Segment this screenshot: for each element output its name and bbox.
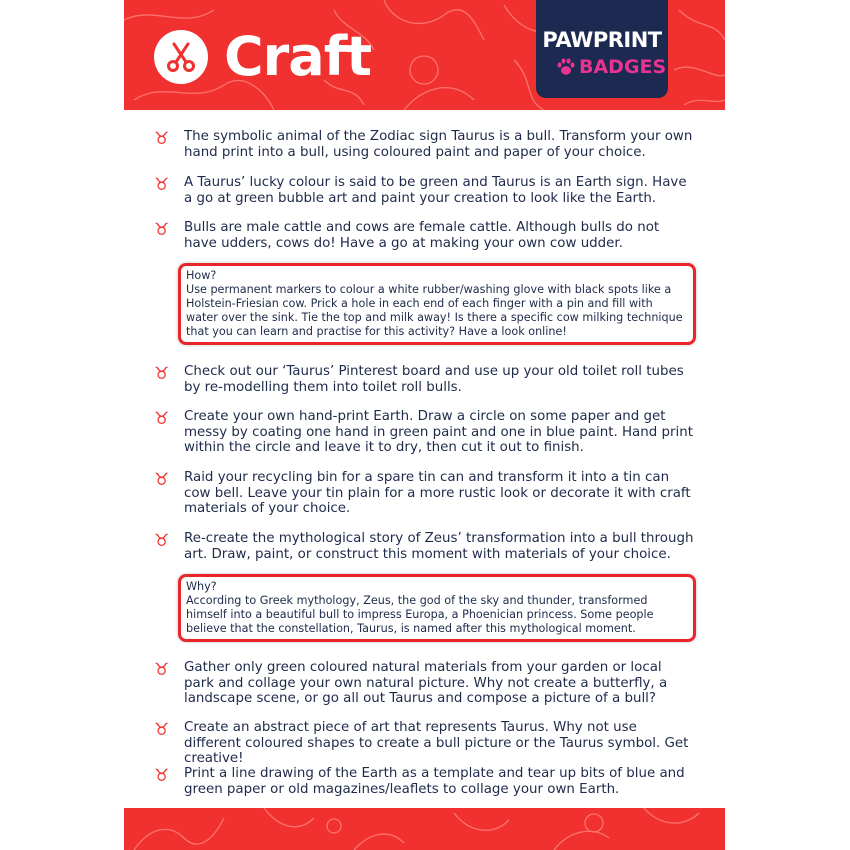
taurus-icon: ♉ — [154, 660, 170, 680]
activity-sheet — [124, 0, 725, 850]
list-item — [154, 175, 694, 206]
why-heading: Why? — [186, 580, 217, 593]
item-text: The symbolic animal of the Zodiac sign Taurus is a bull. Transform your own hand print into a bull, using coloured paint and paper of your choice. — [184, 129, 693, 160]
list-item — [154, 766, 694, 797]
taurus-icon: ♉ — [154, 766, 170, 786]
footer-banner — [124, 808, 725, 850]
why-box — [178, 574, 696, 642]
how-box — [178, 263, 696, 345]
taurus-icon: ♉ — [154, 720, 170, 740]
list-item — [154, 220, 694, 251]
why-text: According to Greek mythology, Zeus, the god of the sky and thunder, transformed himself into a beautiful bull to impress Europa, a Phoenician princess. Some people believe that the constellation, Taurus, is named after this mythological moment. — [186, 594, 654, 635]
taurus-icon: ♉ — [154, 364, 170, 384]
item-text: Check out our ‘Taurus’ Pinterest board and use up your old toilet roll tubes by re-modelling them into toilet roll bulls. — [184, 364, 684, 395]
taurus-icon: ♉ — [154, 129, 170, 149]
pawprint-badges-logo — [536, 0, 668, 98]
header-banner — [124, 0, 725, 110]
item-text: Gather only green coloured natural materials from your garden or local park and collage your own natural picture. Why not create a butterfly, a landscape scene, or go all out Taurus and compose a picture of a bull? — [184, 660, 668, 706]
item-text: Print a line drawing of the Earth as a template and tear up bits of blue and green paper or old magazines/leaflets to collage your own Earth. — [184, 766, 685, 797]
taurus-icon: ♉ — [154, 220, 170, 240]
scissors-icon — [164, 40, 198, 74]
item-text: Create an abstract piece of art that represents Taurus. Why not use different coloured shapes to create a bull picture or the Taurus symbol. Get creative! — [184, 720, 689, 766]
item-text: Bulls are male cattle and cows are female cattle. Although bulls do not have udders, cows do! Have a go at making your own cow udder. — [184, 220, 660, 251]
brand-line-2-wrap — [556, 56, 666, 78]
taurus-icon: ♉ — [154, 175, 170, 195]
brand-line-1: PAWPRINT — [542, 28, 662, 52]
item-text: A Taurus’ lucky colour is said to be green and Taurus is an Earth sign. Have a go at green bubble art and paint your creation to look like the Earth. — [184, 175, 687, 206]
footer-floral-decoration — [124, 808, 725, 850]
list-item — [154, 720, 694, 767]
taurus-icon: ♉ — [154, 531, 170, 551]
how-text: Use permanent markers to colour a white rubber/washing glove with black spots like a Holstein-Friesian cow. Prick a hole in each end of each finger with a pin and fill with water over the sink. Tie the top and milk away! Is there a specific cow milking technique that you can learn and practise for this activity? Have a look online! — [186, 283, 683, 338]
how-heading: How? — [186, 269, 217, 282]
craft-badge-circle — [154, 30, 208, 84]
item-text: Re-create the mythological story of Zeus’ transformation into a bull through art. Draw, paint, or construct this moment with materials of your choice. — [184, 531, 694, 562]
page-title: Craft — [224, 25, 372, 88]
list-item — [154, 660, 694, 707]
paw-icon — [556, 58, 576, 76]
list-item — [154, 470, 694, 517]
item-text: Raid your recycling bin for a spare tin can and transform it into a tin can cow bell. Leave your tin plain for a more rustic look or decorate it with craft materials of your choice. — [184, 470, 691, 516]
list-item — [154, 129, 694, 160]
taurus-icon: ♉ — [154, 470, 170, 490]
taurus-icon: ♉ — [154, 409, 170, 429]
item-text: Create your own hand-print Earth. Draw a circle on some paper and get messy by coating one hand in green paint and one in blue paint. Hand print within the circle and leave it to dry, then cut it out to finish. — [184, 409, 693, 455]
list-item — [154, 409, 694, 456]
list-item — [154, 364, 694, 395]
brand-line-2: BADGES — [579, 56, 667, 78]
list-item — [154, 531, 694, 562]
